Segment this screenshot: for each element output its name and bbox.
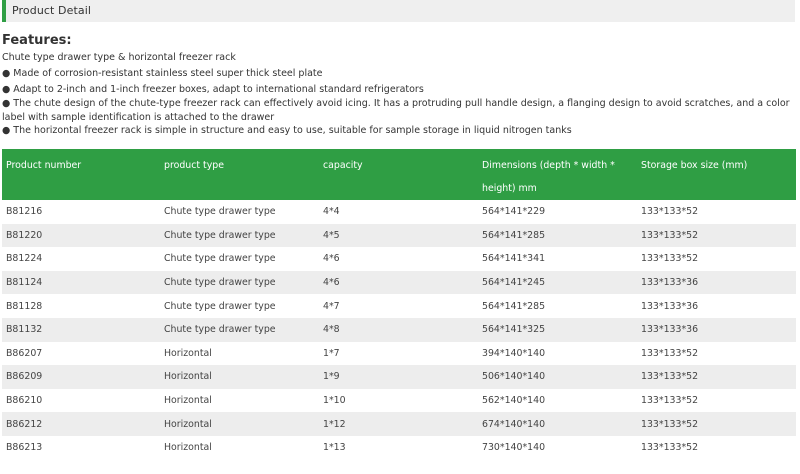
table-row: [2, 389, 796, 413]
product-type-cell: Horizontal: [160, 389, 319, 413]
table-row: [2, 271, 796, 295]
capacity-cell: 4*4: [319, 200, 478, 224]
product-type-cell: Horizontal: [160, 412, 319, 436]
table-row: [2, 294, 796, 318]
capacity-cell: 1*7: [319, 342, 478, 366]
product-spec-table: [2, 149, 796, 460]
product-type-cell: Chute type drawer type: [160, 224, 319, 248]
table-row: [2, 342, 796, 366]
product-number-cell: B86212: [2, 412, 160, 436]
capacity-cell: 1*10: [319, 389, 478, 413]
box-size-cell: 133*133*36: [637, 318, 796, 342]
table-row: [2, 318, 796, 342]
product-type-cell: Chute type drawer type: [160, 271, 319, 295]
features-subtitle: Chute type drawer type & horizontal freezer rack: [2, 52, 236, 63]
box-size-cell: 133*133*52: [637, 389, 796, 413]
capacity-cell: 1*13: [319, 436, 478, 460]
table-header-row: [2, 149, 796, 200]
product-number-cell: B81220: [2, 224, 160, 248]
dimensions-cell: 564*141*285: [478, 294, 637, 318]
capacity-cell: 4*6: [319, 247, 478, 271]
table-row: [2, 224, 796, 248]
box-size-cell: 133*133*52: [637, 436, 796, 460]
column-header: capacity: [319, 149, 478, 200]
product-number-cell: B81132: [2, 318, 160, 342]
dimensions-cell: 564*141*341: [478, 247, 637, 271]
table-row: [2, 200, 796, 224]
box-size-cell: 133*133*52: [637, 342, 796, 366]
product-number-cell: B81128: [2, 294, 160, 318]
column-header: Dimensions (depth * width * height) mm: [478, 149, 637, 200]
product-type-cell: Chute type drawer type: [160, 200, 319, 224]
capacity-cell: 1*12: [319, 412, 478, 436]
product-number-cell: B81124: [2, 271, 160, 295]
capacity-cell: 4*8: [319, 318, 478, 342]
dimensions-cell: 562*140*140: [478, 389, 637, 413]
box-size-cell: 133*133*36: [637, 294, 796, 318]
feature-bullet-1: ● Made of corrosion-resistant stainless steel super thick steel plate: [2, 68, 323, 79]
product-number-cell: B81216: [2, 200, 160, 224]
box-size-cell: 133*133*52: [637, 224, 796, 248]
capacity-cell: 4*7: [319, 294, 478, 318]
dimensions-cell: 674*140*140: [478, 412, 637, 436]
product-type-cell: Horizontal: [160, 342, 319, 366]
column-header: Product number: [2, 149, 160, 200]
column-header: Storage box size (mm): [637, 149, 796, 200]
product-number-cell: B86213: [2, 436, 160, 460]
box-size-cell: 133*133*52: [637, 200, 796, 224]
dimensions-cell: 564*141*325: [478, 318, 637, 342]
dimensions-cell: 506*140*140: [478, 365, 637, 389]
capacity-cell: 1*9: [319, 365, 478, 389]
column-header: product type: [160, 149, 319, 200]
box-size-cell: 133*133*52: [637, 365, 796, 389]
section-header: [2, 0, 795, 22]
dimensions-cell: 564*141*229: [478, 200, 637, 224]
product-type-cell: Horizontal: [160, 365, 319, 389]
dimensions-cell: 564*141*285: [478, 224, 637, 248]
dimensions-cell: 394*140*140: [478, 342, 637, 366]
feature-bullet-4: ● The horizontal freezer rack is simple in structure and easy to use, suitable for sample storage in liquid nitrogen tanks: [2, 125, 572, 136]
feature-bullet-3: ● The chute design of the chute-type freezer rack can effectively avoid icing. It has a protruding pull handle design, a flanging design to avoid scratches, and a color label with sample identification is attached to the drawer: [2, 98, 790, 123]
product-type-cell: Chute type drawer type: [160, 247, 319, 271]
table-row: [2, 412, 796, 436]
dimensions-cell: 564*141*245: [478, 271, 637, 295]
product-type-cell: Horizontal: [160, 436, 319, 460]
capacity-cell: 4*5: [319, 224, 478, 248]
box-size-cell: 133*133*52: [637, 412, 796, 436]
feature-bullet-2: ● Adapt to 2-inch and 1-inch freezer boxes, adapt to international standard refrigerators: [2, 84, 424, 95]
box-size-cell: 133*133*52: [637, 247, 796, 271]
features-heading: Features:: [2, 33, 72, 48]
table-row: [2, 247, 796, 271]
product-number-cell: B86210: [2, 389, 160, 413]
product-type-cell: Chute type drawer type: [160, 294, 319, 318]
section-title: Product Detail: [12, 4, 92, 17]
capacity-cell: 4*6: [319, 271, 478, 295]
table-row: [2, 436, 796, 460]
product-number-cell: B86209: [2, 365, 160, 389]
dimensions-cell: 730*140*140: [478, 436, 637, 460]
box-size-cell: 133*133*36: [637, 271, 796, 295]
product-number-cell: B81224: [2, 247, 160, 271]
product-number-cell: B86207: [2, 342, 160, 366]
table-row: [2, 365, 796, 389]
product-type-cell: Chute type drawer type: [160, 318, 319, 342]
